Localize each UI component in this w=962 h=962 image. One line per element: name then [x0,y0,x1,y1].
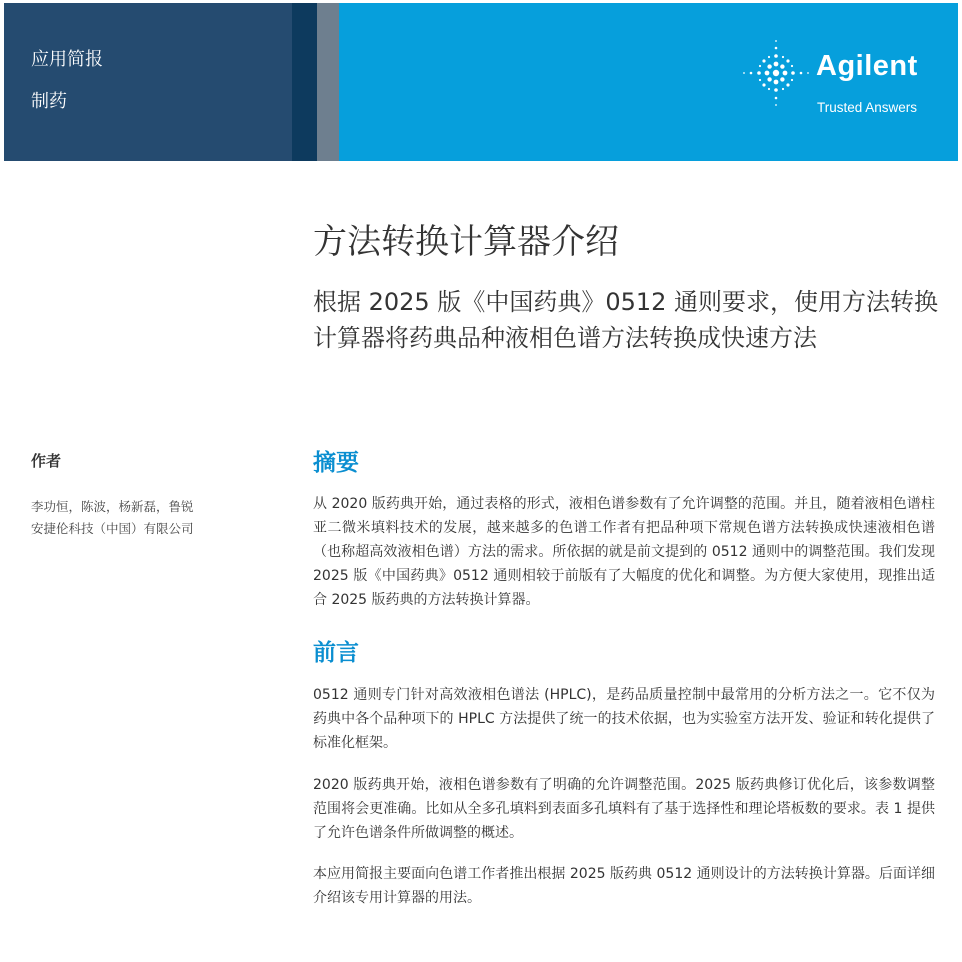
author-names: 李功恒，陈波，杨新磊，鲁锐 [31,499,194,514]
page-title: 方法转换计算器介绍 [313,222,619,262]
authors-block [31,496,194,540]
header-stripe-gray [317,3,339,161]
header-banner [4,3,958,161]
preface-paragraph-1: 0512 通则专门针对高效液相色谱法 (HPLC)，是药品质量控制中最常用的分析方法之一。它不仅为药典中各个品种项下的 HPLC 方法提供了统一的技术依据，也为实验室方法开发、验证和转化提供了标准化框架。 [313,687,935,751]
header-stripe-navy [292,3,317,161]
page-subtitle: 根据 2025 版《中国药典》0512 通则要求，使用方法转换计算器将药典品种液相色谱方法转换成快速方法 [313,288,939,352]
author-organization: 安捷伦科技（中国）有限公司 [31,521,194,536]
category-label: 制药 [31,91,67,112]
brand-name: Agilent [816,50,918,82]
preface-paragraph-2: 2020 版药典开始，液相色谱参数有了明确的允许调整范围。2025 版药典修订优化后，该参数调整范围将会更准确。比如从全多孔填料到表面多孔填料有了基于选择性和理论塔板数的要求。表 1 提供了允许色谱条件所做调整的概述。 [313,777,935,841]
header-left-panel [4,3,292,161]
authors-heading: 作者 [31,452,62,470]
brand-tagline: Trusted Answers [817,100,918,115]
agilent-logo [738,33,918,113]
abstract-text: 从 2020 版药典开始，通过表格的形式，液相色谱参数有了允许调整的范围。并且，随着液相色谱柱亚二微米填料技术的发展，越来越多的色谱工作者有把品种项下常规色谱方法转换成快速液相色谱（也称超高效液相色谱）方法的需求。所依据的就是前文提到的 0512 通则中的调整范围。我们发现 2025 版《中国药典》0512 通则相较于前版有了大幅度的优化和调整。为方便大家使用，现推出适合 2025 版药典的方法转换计算器。 [313,496,935,608]
preface-paragraph-3: 本应用简报主要面向色谱工作者推出根据 2025 版药典 0512 通则设计的方法转换计算器。后面详细介绍该专用计算器的用法。 [313,866,935,906]
preface-heading: 前言 [313,640,359,666]
doc-type-label: 应用简报 [31,49,103,70]
spark-logo-icon [740,37,812,109]
abstract-heading: 摘要 [313,450,359,476]
